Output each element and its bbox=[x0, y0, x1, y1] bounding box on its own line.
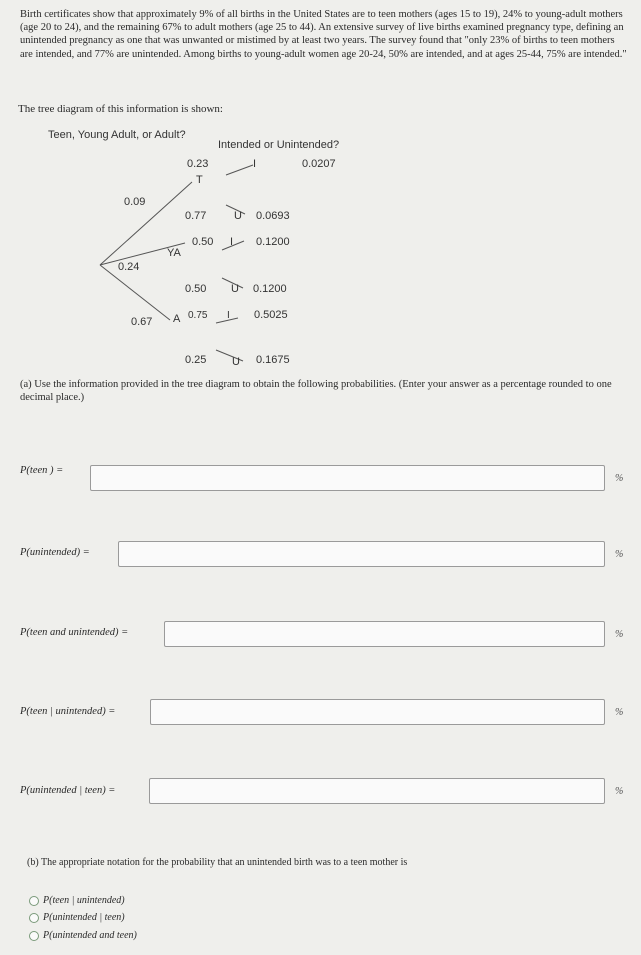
node-adult: A bbox=[173, 313, 181, 325]
teen-i-joint: 0.0207 bbox=[302, 158, 336, 170]
node-young: YA bbox=[167, 247, 181, 259]
teen-i-label: I bbox=[253, 158, 257, 170]
young-i-label: I bbox=[230, 236, 234, 248]
percent-unit: % bbox=[615, 707, 624, 718]
adult-u-prob: 0.25 bbox=[185, 354, 207, 366]
percent-unit: % bbox=[615, 629, 624, 640]
teen-u-joint: 0.0693 bbox=[256, 210, 290, 222]
young-i-prob: 0.50 bbox=[192, 236, 214, 248]
percent-unit: % bbox=[615, 473, 624, 484]
option-unintended-given-teen[interactable] bbox=[29, 912, 125, 923]
percent-unit: % bbox=[615, 786, 624, 797]
question-label: P(unintended | teen) = bbox=[20, 785, 116, 796]
teen-u-prob: 0.77 bbox=[185, 210, 207, 222]
adult-i-prob: 0.75 bbox=[188, 310, 208, 321]
p-unintended-given-teen-input[interactable] bbox=[149, 778, 605, 804]
adult-i-joint: 0.5025 bbox=[254, 309, 288, 321]
option-unintended-and-teen[interactable] bbox=[29, 930, 137, 941]
p-teen-and-unintended-input[interactable] bbox=[164, 621, 605, 647]
header-age: Teen, Young Adult, or Adult? bbox=[48, 129, 186, 141]
problem-intro: Birth certificates show that approximately 9% of all births in the United States are to teen mothers (ages 15 to 19), 24% to young-adult mothers (age 20 to 24), and the remaining 67% to adult mothers (age 25 to 44). An extensive survey of live births examined pregnancy type, defining an unintended pregnancy as one that was unwanted or mistimed by at least two years. The survey found that "only 23% of births to teen mothers are intended, and 77% are unintended. Among births to young-adult women age 20-24, 50% are intended, and at ages 25-44, 75% are intended." bbox=[20, 9, 627, 60]
adult-i-label: I bbox=[227, 310, 230, 321]
option-label: P(teen | unintended) bbox=[43, 895, 125, 906]
prob-teen: 0.09 bbox=[124, 196, 146, 208]
part-b-question: (b) The appropriate notation for the probability that an unintended birth was to a teen mother is bbox=[27, 857, 408, 868]
part-a-instructions: (a) Use the information provided in the tree diagram to obtain the following probabilities. (Enter your answer as a percentage rounded to one decimal place.) bbox=[20, 379, 612, 403]
young-i-joint: 0.1200 bbox=[256, 236, 290, 248]
teen-i-prob: 0.23 bbox=[187, 158, 209, 170]
young-u-label: U bbox=[231, 283, 239, 295]
radio-icon[interactable] bbox=[29, 913, 39, 923]
question-label: P(teen ) = bbox=[20, 465, 64, 476]
p-teen-given-unintended-input[interactable] bbox=[150, 699, 605, 725]
option-teen-given-unintended[interactable] bbox=[29, 895, 125, 906]
tree-caption: The tree diagram of this information is shown: bbox=[18, 103, 223, 115]
p-unintended-input[interactable] bbox=[118, 541, 605, 567]
teen-u-label: U bbox=[234, 210, 242, 222]
question-label: P(teen and unintended) = bbox=[20, 627, 129, 638]
adult-u-label: U bbox=[232, 356, 240, 368]
option-label: P(unintended and teen) bbox=[43, 930, 137, 941]
question-label: P(unintended) = bbox=[20, 547, 90, 558]
young-u-prob: 0.50 bbox=[185, 283, 207, 295]
prob-young: 0.24 bbox=[118, 261, 140, 273]
branch-root-adult bbox=[100, 265, 170, 320]
question-label: P(teen | unintended) = bbox=[20, 706, 116, 717]
adult-u-joint: 0.1675 bbox=[256, 354, 290, 366]
prob-adult: 0.67 bbox=[131, 316, 153, 328]
header-intent: Intended or Unintended? bbox=[218, 139, 340, 151]
young-u-joint: 0.1200 bbox=[253, 283, 287, 295]
node-teen: T bbox=[196, 174, 203, 186]
radio-icon[interactable] bbox=[29, 931, 39, 941]
percent-unit: % bbox=[615, 549, 624, 560]
p-teen-input[interactable] bbox=[90, 465, 605, 491]
branch-teen-i bbox=[226, 165, 253, 175]
option-label: P(unintended | teen) bbox=[43, 912, 125, 923]
radio-icon[interactable] bbox=[29, 896, 39, 906]
